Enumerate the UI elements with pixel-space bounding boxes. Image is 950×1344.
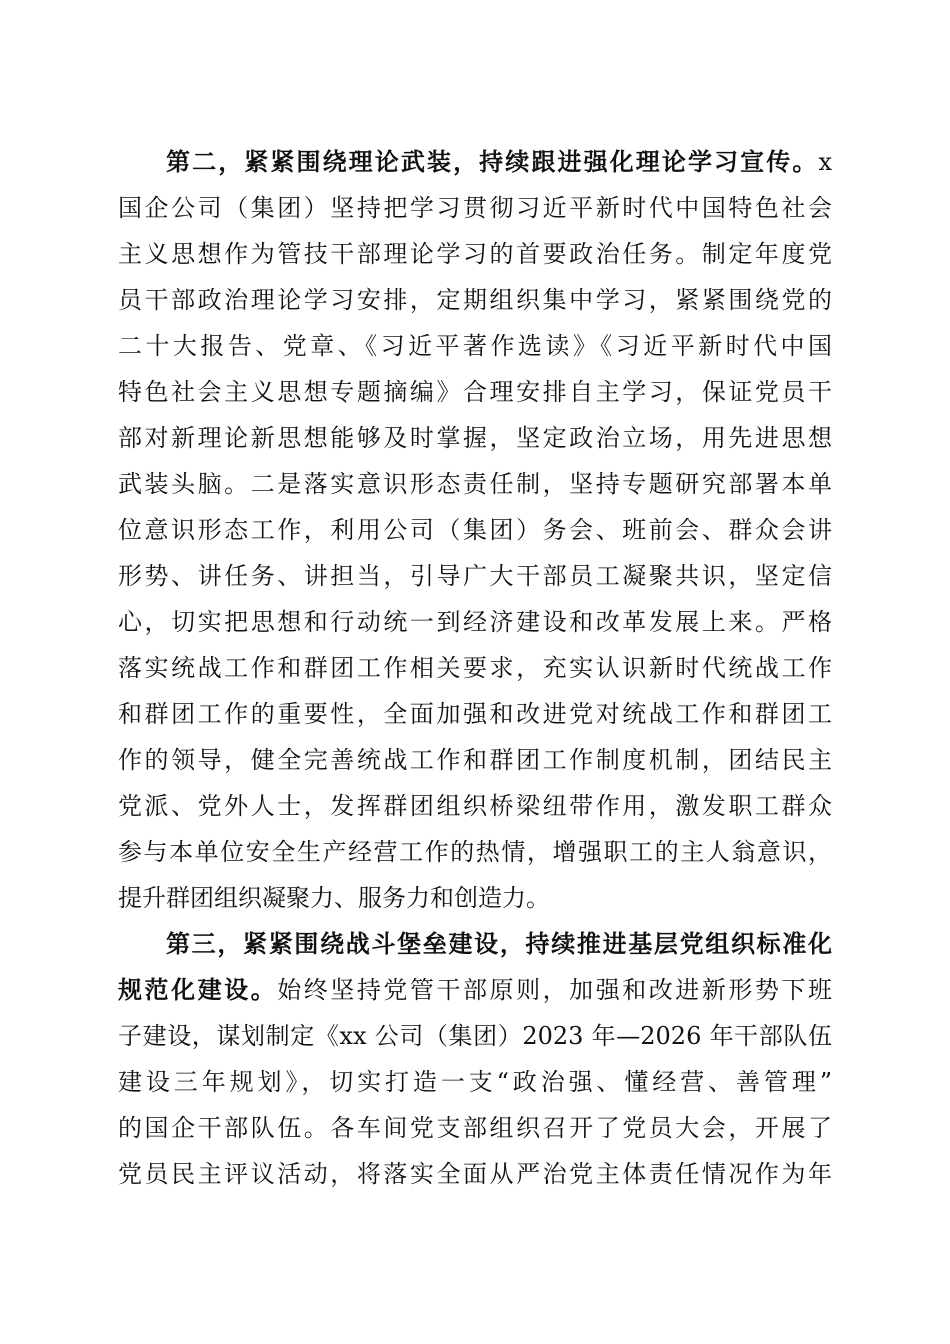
paragraph-2-line-4: 建设三年规划》，切实打造一支“政治强、懂经营、善管理”	[118, 1068, 832, 1096]
paragraph-1-line-2: 国企公司（集团）坚持把学习贯彻习近平新时代中国特色社会	[118, 194, 832, 222]
paragraph-1-line-6: 特色社会主义思想专题摘编》合理安排自主学习，保证党员干	[118, 378, 832, 406]
paragraph-1-line-4: 员干部政治理论学习安排，定期组织集中学习，紧紧围绕党的	[118, 286, 832, 314]
paragraph-1-line-14: 作的领导，健全完善统战工作和群团工作制度机制，团结民主	[118, 746, 832, 774]
paragraph-1-line-8: 武装头脑。二是落实意识形态责任制，坚持专题研究部署本单	[118, 470, 832, 498]
paragraph-1-line-9: 位意识形态工作，利用公司（集团）务会、班前会、群众会讲	[118, 516, 832, 544]
paragraph-2-line-3: 子建设，谋划制定《xx 公司（集团）2023 年—2026 年干部队伍	[118, 1022, 832, 1050]
paragraph-1-text: x	[818, 148, 832, 176]
paragraph-1-heading: 第二，紧紧围绕理论武装，持续跟进强化理论学习宣传。	[166, 147, 819, 176]
paragraph-2-heading-line: 第三，紧紧围绕战斗堡垒建设，持续推进基层党组织标准化	[166, 929, 832, 958]
paragraph-1-line-1	[166, 140, 832, 184]
paragraph-1-line-11: 心，切实把思想和行动统一到经济建设和改革发展上来。严格	[118, 608, 832, 636]
paragraph-2-heading-tail: 规范化建设。	[118, 975, 278, 1004]
paragraph-1-line-7: 部对新理论新思想能够及时掌握，坚定政治立场，用先进思想	[118, 424, 832, 452]
paragraph-1-line-13: 和群团工作的重要性，全面加强和改进党对统战工作和群团工	[118, 700, 832, 728]
paragraph-1-line-16: 参与本单位安全生产经营工作的热情，增强职工的主人翁意识，	[118, 838, 832, 866]
paragraph-2-text: 始终坚持党管干部原则，加强和改进新形势下班	[277, 976, 832, 1004]
paragraph-1-line-3: 主义思想作为管技干部理论学习的首要政治任务。制定年度党	[118, 240, 832, 268]
paragraph-1-line-15: 党派、党外人士，发挥群团组织桥梁纽带作用，激发职工群众	[118, 792, 832, 820]
paragraph-1-line-10: 形势、讲任务、讲担当，引导广大干部员工凝聚共识，坚定信	[118, 562, 832, 590]
paragraph-2-line-5: 的国企干部队伍。各车间党支部组织召开了党员大会，开展了	[118, 1114, 832, 1142]
paragraph-1-line-5: 二十大报告、党章、《习近平著作选读》《习近平新时代中国	[118, 332, 832, 360]
paragraph-2-line-6: 党员民主评议活动，将落实全面从严治党主体责任情况作为年	[118, 1160, 832, 1188]
paragraph-1-line-12: 落实统战工作和群团工作相关要求，充实认识新时代统战工作	[118, 654, 832, 682]
paragraph-2-line-2	[118, 968, 832, 1012]
paragraph-1-line-17: 提升群团组织凝聚力、服务力和创造力。	[118, 884, 550, 912]
